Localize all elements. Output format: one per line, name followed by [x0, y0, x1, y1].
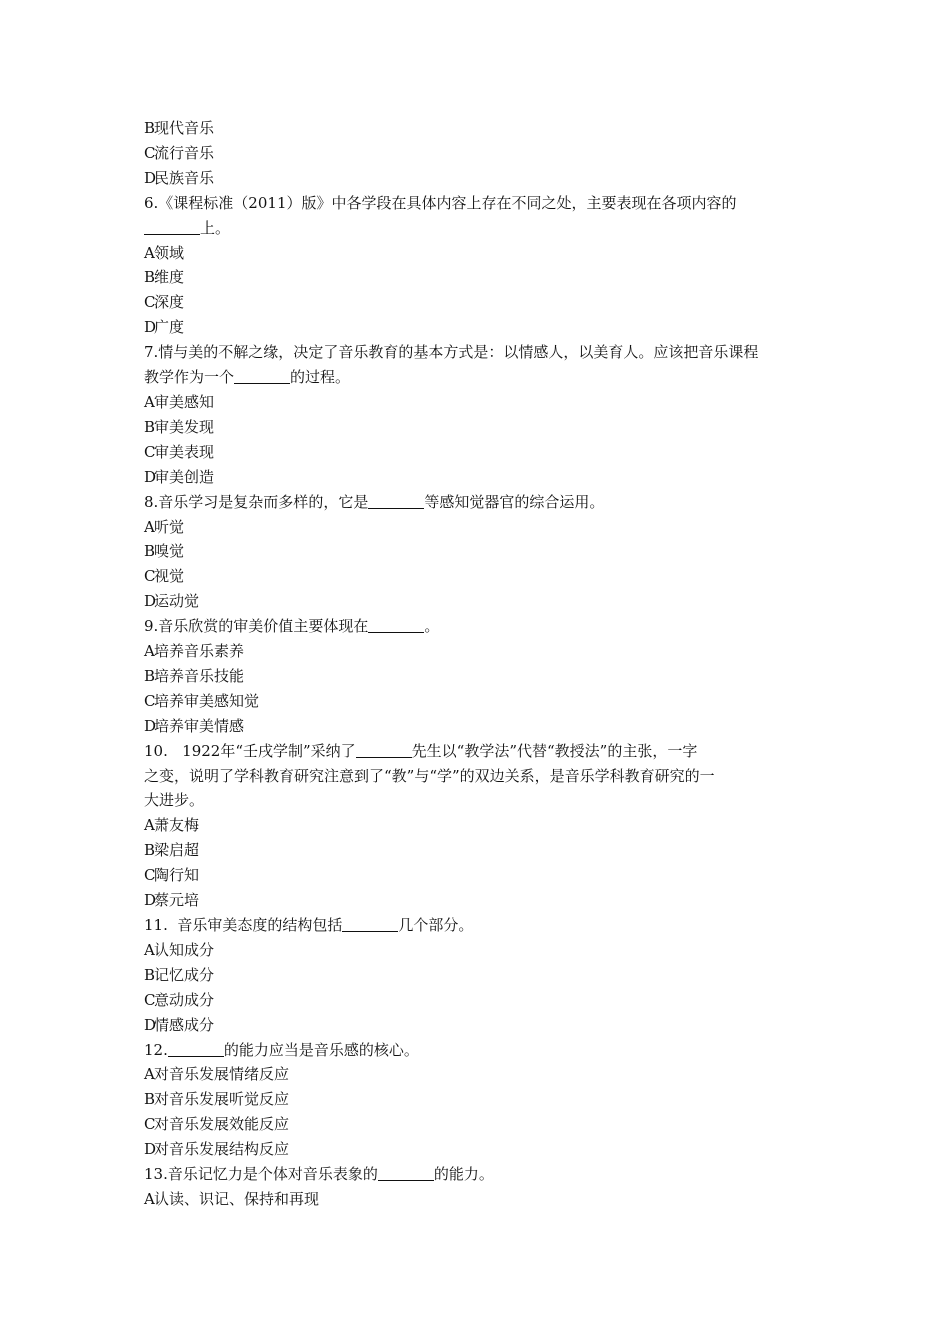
question-block: [144, 191, 808, 340]
answer-option: [144, 664, 808, 689]
option-text: 对音乐发展效能反应: [154, 1115, 290, 1134]
option-text: 培养音乐素养: [154, 642, 245, 661]
option-text: 对音乐发展结构反应: [154, 1140, 290, 1159]
option-text: 情感成分: [154, 1015, 215, 1034]
fill-in-blank: [342, 916, 398, 932]
question-stem: [144, 216, 808, 241]
option-letter: D: [144, 1015, 157, 1034]
option-text: 对音乐发展听觉反应: [154, 1090, 290, 1109]
question-stem: [144, 490, 808, 515]
option-letter: A: [144, 517, 155, 536]
option-letter: B: [144, 841, 156, 860]
question-stem: [144, 365, 808, 390]
option-text: 现代音乐: [154, 119, 215, 137]
stem-text: 。: [424, 617, 440, 636]
answer-option: [144, 265, 808, 290]
option-letter: B: [144, 119, 156, 137]
option-letter: A: [144, 243, 155, 262]
question-stem: [144, 1038, 808, 1063]
option-letter: C: [144, 293, 156, 312]
option-text: 蔡元培: [154, 891, 200, 910]
option-letter: C: [144, 143, 156, 162]
option-text: 运动觉: [154, 592, 200, 611]
answer-option: [144, 888, 808, 913]
option-letter: C: [144, 442, 156, 461]
answer-option: [144, 639, 808, 664]
option-letter: D: [144, 891, 157, 910]
stem-text: 之变，说明了学科教育研究注意到了“教”与“学”的双边关系，是音乐学科教育研究的一: [144, 766, 715, 785]
option-text: 流行音乐: [154, 143, 215, 162]
option-letter: C: [144, 691, 156, 710]
stem-text: 13.音乐记忆力是个体对音乐表象的: [144, 1165, 378, 1184]
question-stem: [144, 191, 808, 216]
option-text: 视觉: [154, 567, 185, 586]
option-letter: B: [144, 1090, 156, 1109]
stem-text: 8.音乐学习是复杂而多样的，它是: [144, 492, 369, 511]
answer-option: [144, 465, 808, 490]
question-block: [144, 340, 808, 489]
stem-text: 12.: [144, 1040, 168, 1059]
fill-in-blank: [378, 1165, 434, 1181]
option-text: 广度: [154, 318, 185, 337]
option-letter: C: [144, 567, 156, 586]
document-page: [144, 116, 808, 1212]
answer-option: [144, 963, 808, 988]
option-letter: A: [144, 1189, 155, 1208]
answer-option: [144, 440, 808, 465]
option-letter: A: [144, 642, 155, 661]
option-text: 梁启超: [154, 841, 200, 860]
answer-option: [144, 515, 808, 540]
question-block: [144, 913, 808, 1038]
option-text: 培养音乐技能: [154, 666, 245, 685]
option-letter: D: [144, 168, 157, 187]
fill-in-blank: [234, 368, 290, 384]
answer-option: [144, 415, 808, 440]
option-text: 审美表现: [154, 442, 215, 461]
answer-option: [144, 1137, 808, 1162]
option-text: 审美创造: [154, 467, 215, 486]
question-block: [144, 1038, 808, 1163]
option-letter: C: [144, 990, 156, 1009]
answer-option: [144, 539, 808, 564]
question-block: [144, 490, 808, 615]
fill-in-blank: [368, 617, 424, 633]
stem-text: 7.情与美的不解之缘，决定了音乐教育的基本方式是：以情感人，以美育人。应该把音乐课程: [144, 343, 759, 362]
option-text: 维度: [154, 268, 185, 287]
option-letter: A: [144, 392, 155, 411]
option-text: 深度: [154, 293, 185, 312]
answer-option: [144, 863, 808, 888]
option-letter: B: [144, 965, 156, 984]
stem-text: 9.音乐欣赏的审美价值主要体现在: [144, 617, 369, 636]
answer-option: [144, 938, 808, 963]
fill-in-blank: [356, 742, 412, 758]
option-letter: D: [144, 467, 157, 486]
question-stem: [144, 764, 808, 789]
option-text: 对音乐发展情绪反应: [154, 1065, 290, 1084]
option-letter: C: [144, 866, 156, 885]
question-stem: [144, 340, 808, 365]
option-text: 意动成分: [154, 990, 215, 1009]
question-stem: [144, 913, 808, 938]
option-text: 审美发现: [154, 417, 215, 436]
answer-option: [144, 166, 808, 191]
stem-text: 等感知觉器官的综合运用。: [424, 492, 605, 511]
answer-option: [144, 141, 808, 166]
stem-text: 上。: [200, 218, 231, 237]
option-text: 审美感知: [154, 392, 215, 411]
option-letter: C: [144, 1115, 156, 1134]
option-letter: B: [144, 417, 156, 436]
stem-text: 几个部分。: [398, 916, 474, 934]
option-letter: A: [144, 1065, 155, 1084]
option-text: 认读、识记、保持和再现: [154, 1189, 320, 1208]
option-text: 记忆成分: [154, 965, 215, 984]
question-block: [144, 1162, 808, 1212]
question-stem: [144, 614, 808, 639]
option-letter: A: [144, 940, 155, 959]
stem-text: 大进步。: [144, 791, 205, 810]
fill-in-blank: [368, 493, 424, 509]
option-letter: B: [144, 542, 156, 561]
answer-option: [144, 589, 808, 614]
option-letter: B: [144, 268, 156, 287]
stem-text: 的能力应当是音乐感的核心。: [223, 1040, 419, 1059]
answer-option: [144, 714, 808, 739]
answer-option: [144, 1013, 808, 1038]
answer-option: [144, 988, 808, 1013]
answer-option: [144, 1087, 808, 1112]
option-letter: D: [144, 1140, 157, 1159]
option-text: 培养审美情感: [154, 716, 245, 735]
answer-option: [144, 1062, 808, 1087]
option-text: 认知成分: [154, 940, 215, 959]
answer-option: [144, 1187, 808, 1212]
option-text: 萧友梅: [154, 816, 200, 835]
answer-option: [144, 390, 808, 415]
stem-text: 的过程。: [290, 368, 351, 387]
question-stem: [144, 788, 808, 813]
option-text: 培养审美感知觉: [154, 691, 260, 710]
question-block: [144, 739, 808, 913]
stem-text: 先生以“教学法”代替“教授法”的主张，一字: [411, 741, 698, 760]
option-text: 嗅觉: [154, 542, 185, 561]
stem-text: 11. 音乐审美态度的结构包括: [144, 916, 343, 934]
answer-option: [144, 689, 808, 714]
option-letter: D: [144, 318, 157, 337]
option-letter: D: [144, 716, 157, 735]
option-letter: D: [144, 592, 157, 611]
option-text: 陶行知: [154, 866, 200, 885]
question-stem: [144, 739, 808, 764]
stem-text: 10. 1922年“壬戌学制”采纳了: [144, 741, 356, 760]
question-stem: [144, 1162, 808, 1187]
answer-option: [144, 315, 808, 340]
option-letter: B: [144, 666, 156, 685]
answer-option: [144, 813, 808, 838]
answer-option: [144, 116, 808, 141]
stem-text: 6.《课程标准（2011）版》中各学段在具体内容上存在不同之处，主要表现在各项内容的: [144, 193, 737, 212]
answer-option: [144, 290, 808, 315]
stem-text: 的能力。: [433, 1165, 494, 1184]
answer-option: [144, 1112, 808, 1137]
answer-option: [144, 838, 808, 863]
option-text: 民族音乐: [154, 168, 215, 187]
option-text: 听觉: [154, 517, 185, 536]
answer-option: [144, 241, 808, 266]
question-block: [144, 614, 808, 739]
fill-in-blank: [144, 219, 200, 235]
answer-option: [144, 564, 808, 589]
option-text: 领域: [154, 243, 185, 262]
fill-in-blank: [168, 1041, 224, 1057]
stem-text: 教学作为一个: [144, 368, 235, 387]
option-letter: A: [144, 816, 155, 835]
